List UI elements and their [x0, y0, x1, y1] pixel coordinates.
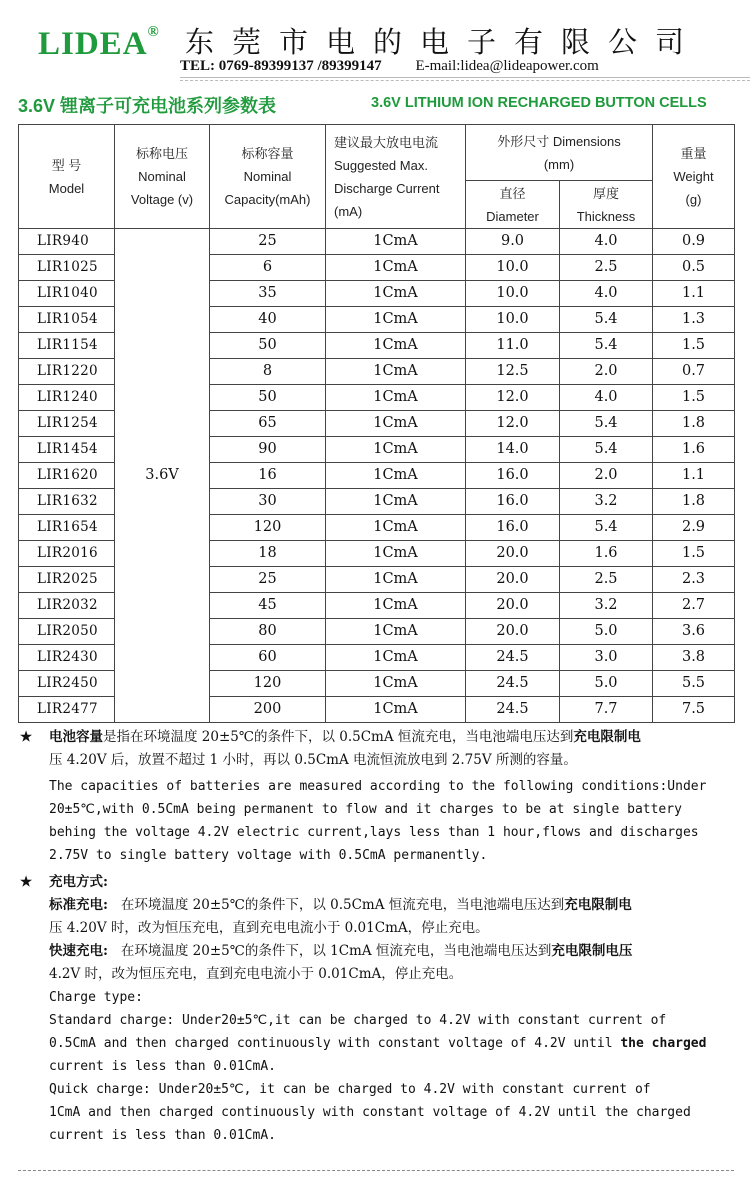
- header-text: Voltage (v): [130, 192, 194, 207]
- cell-thickness: 1.6: [560, 541, 653, 567]
- contact-line: [180, 58, 599, 75]
- cell-weight: 7.5: [653, 697, 735, 723]
- header-text: Model: [48, 180, 85, 196]
- header-text: Nominal: [138, 169, 186, 184]
- cell-diameter: 11.0: [466, 333, 560, 359]
- cell-capacity: 25: [210, 229, 326, 255]
- cell-thickness: 5.4: [560, 307, 653, 333]
- cell-diameter: 16.0: [466, 463, 560, 489]
- cell-current: 1CmA: [326, 333, 466, 359]
- cell-diameter: 10.0: [466, 307, 560, 333]
- note-text-bold: 充电限制电: [573, 729, 641, 745]
- star-icon: ★: [20, 874, 33, 890]
- note-text-en: current is less than 0.01CmA.: [49, 1059, 276, 1074]
- cell-weight: 1.8: [653, 489, 735, 515]
- cell-model: LIR2430: [19, 645, 115, 671]
- cell-model: LIR1620: [19, 463, 115, 489]
- header-text: Nominal: [243, 169, 292, 184]
- cell-capacity: 8: [210, 359, 326, 385]
- header-divider: [180, 77, 750, 78]
- cell-capacity: 6: [210, 255, 326, 281]
- cell-current: 1CmA: [326, 619, 466, 645]
- cell-current: 1CmA: [326, 489, 466, 515]
- cell-model: LIR1025: [19, 255, 115, 281]
- title-english: 3.6V LITHIUM ION RECHARGED BUTTON CELLS: [371, 95, 707, 111]
- cell-diameter: 10.0: [466, 281, 560, 307]
- cell-capacity: 18: [210, 541, 326, 567]
- cell-current: 1CmA: [326, 567, 466, 593]
- note-text-en: [20, 1032, 735, 1055]
- cell-weight: 2.3: [653, 567, 735, 593]
- cell-diameter: 20.0: [466, 567, 560, 593]
- cell-thickness: 2.0: [560, 359, 653, 385]
- header-text: Suggested Max.: [334, 157, 428, 173]
- cell-model: LIR2050: [19, 619, 115, 645]
- header-text: Discharge Current: [334, 180, 440, 196]
- cell-diameter: 10.0: [466, 255, 560, 281]
- note-text-bold: 充电限制电压: [551, 943, 633, 959]
- cell-weight: 1.5: [653, 541, 735, 567]
- cell-current: 1CmA: [326, 463, 466, 489]
- header-text: 重量: [680, 146, 707, 161]
- cell-thickness: 5.0: [560, 619, 653, 645]
- cell-capacity: 25: [210, 567, 326, 593]
- cell-current: 1CmA: [326, 671, 466, 697]
- cell-thickness: 4.0: [560, 229, 653, 255]
- cell-current: 1CmA: [326, 307, 466, 333]
- cell-model: LIR2016: [19, 541, 115, 567]
- note-text-en: current is less than 0.01CmA.: [49, 1128, 276, 1143]
- cell-current: 1CmA: [326, 437, 466, 463]
- cell-capacity: 16: [210, 463, 326, 489]
- cell-capacity: 50: [210, 385, 326, 411]
- cell-model: LIR1220: [19, 359, 115, 385]
- cell-current: 1CmA: [326, 359, 466, 385]
- cell-weight: 0.5: [653, 255, 735, 281]
- cell-thickness: 7.7: [560, 697, 653, 723]
- cell-model: LIR1240: [19, 385, 115, 411]
- note-text-en-bold: the charged: [620, 1036, 707, 1051]
- note-label: 标准充电:: [49, 897, 108, 913]
- company-logo: [38, 26, 160, 63]
- star-icon: ★: [20, 729, 33, 745]
- col-weight: [653, 125, 735, 229]
- cell-diameter: 20.0: [466, 593, 560, 619]
- spec-table: [18, 124, 735, 723]
- cell-voltage: 3.6V: [115, 229, 210, 723]
- cell-diameter: 20.0: [466, 541, 560, 567]
- col-voltage: [115, 125, 210, 229]
- note-text-en: 1CmA and then charged continuously with constant voltage of 4.2V until the charged: [49, 1105, 691, 1120]
- cell-model: LIR1632: [19, 489, 115, 515]
- registered-mark: ®: [147, 24, 160, 40]
- cell-weight: 5.5: [653, 671, 735, 697]
- cell-thickness: 3.2: [560, 489, 653, 515]
- cell-model: LIR2450: [19, 671, 115, 697]
- cell-model: LIR940: [19, 229, 115, 255]
- company-name: 东莞市电的电子有限公司: [185, 25, 703, 59]
- cell-capacity: 50: [210, 333, 326, 359]
- note-label: 快速充电:: [49, 943, 108, 959]
- cell-weight: 2.7: [653, 593, 735, 619]
- cell-capacity: 65: [210, 411, 326, 437]
- cell-thickness: 3.0: [560, 645, 653, 671]
- cell-current: 1CmA: [326, 697, 466, 723]
- cell-capacity: 90: [210, 437, 326, 463]
- cell-current: 1CmA: [326, 541, 466, 567]
- cell-capacity: 120: [210, 671, 326, 697]
- cell-capacity: 120: [210, 515, 326, 541]
- header-text: (mm): [543, 156, 575, 172]
- note-text-en-part: 0.5CmA and then charged continuously with constant voltage of 4.2V until: [49, 1036, 621, 1051]
- cell-thickness: 2.0: [560, 463, 653, 489]
- cell-weight: 1.6: [653, 437, 735, 463]
- cell-weight: 3.6: [653, 619, 735, 645]
- header-text: 厚度: [592, 185, 619, 201]
- cell-diameter: 16.0: [466, 515, 560, 541]
- header-text: 型 号: [51, 157, 82, 173]
- note-text: 是指在环境温度 20±5℃的条件下，以 0.5CmA 恒流充电，当电池端电压达到: [103, 729, 574, 745]
- cell-model: LIR2477: [19, 697, 115, 723]
- note-charge-title: [20, 871, 735, 894]
- cell-model: LIR1254: [19, 411, 115, 437]
- cell-current: 1CmA: [326, 229, 466, 255]
- notes-section: [20, 726, 735, 1147]
- note-text-en: Charge type:: [49, 990, 143, 1005]
- header-text: Capacity(mAh): [224, 192, 311, 207]
- cell-current: 1CmA: [326, 593, 466, 619]
- cell-weight: 0.7: [653, 359, 735, 385]
- cell-model: LIR1154: [19, 333, 115, 359]
- cell-diameter: 12.0: [466, 385, 560, 411]
- cell-model: LIR1054: [19, 307, 115, 333]
- col-capacity: [210, 125, 326, 229]
- cell-thickness: 5.4: [560, 437, 653, 463]
- note-label: 电池容量: [49, 729, 103, 745]
- cell-weight: 3.8: [653, 645, 735, 671]
- note-quick-charge: [20, 940, 735, 963]
- cell-thickness: 5.4: [560, 333, 653, 359]
- col-dimensions: [466, 125, 653, 181]
- cell-model: LIR1654: [19, 515, 115, 541]
- cell-thickness: 2.5: [560, 255, 653, 281]
- document-title: [18, 92, 750, 116]
- header-text: Thickness: [576, 208, 636, 224]
- cell-diameter: 12.5: [466, 359, 560, 385]
- cell-thickness: 5.4: [560, 515, 653, 541]
- col-model: [19, 125, 115, 229]
- cell-weight: 1.1: [653, 463, 735, 489]
- note-text-en: The capacities of batteries are measured according to the following conditions:Under: [49, 779, 707, 794]
- cell-capacity: 80: [210, 619, 326, 645]
- note-text-en: 2.75V to single battery voltage with 0.5CmA permanently.: [49, 848, 488, 863]
- cell-thickness: 4.0: [560, 385, 653, 411]
- header-text: 标称电压: [135, 146, 188, 161]
- note-text-en: Quick charge: Under20±5℃, it can be charged to 4.2V with constant current of: [49, 1082, 651, 1097]
- cell-model: LIR2025: [19, 567, 115, 593]
- note-text-en: behing the voltage 4.2V electric current,lays less than 1 hour,flows and discharges: [49, 825, 699, 840]
- spec-table-body: [19, 229, 735, 723]
- cell-model: LIR2032: [19, 593, 115, 619]
- cell-current: 1CmA: [326, 515, 466, 541]
- cell-current: 1CmA: [326, 281, 466, 307]
- email: E-mail:lidea@lideapower.com: [415, 58, 599, 74]
- cell-weight: 0.9: [653, 229, 735, 255]
- cell-capacity: 35: [210, 281, 326, 307]
- cell-model: LIR1040: [19, 281, 115, 307]
- cell-thickness: 5.0: [560, 671, 653, 697]
- header-text: 建议最大放电电流: [334, 134, 439, 150]
- note-text-en: Standard charge: Under20±5℃,it can be charged to 4.2V with constant current of: [49, 1013, 667, 1028]
- note-text-en: 20±5℃,with 0.5CmA being permanent to flow and it charges to be at single battery: [49, 802, 682, 817]
- note-label: 充电方式:: [49, 874, 108, 890]
- title-chinese: 3.6V 锂离子可充电池系列参数表: [18, 96, 277, 116]
- cell-diameter: 24.5: [466, 645, 560, 671]
- cell-diameter: 20.0: [466, 619, 560, 645]
- cell-diameter: 16.0: [466, 489, 560, 515]
- col-discharge: [326, 125, 466, 229]
- cell-current: 1CmA: [326, 645, 466, 671]
- note-text: 在环境温度 20±5℃的条件下，以 0.5CmA 恒流充电，当电池端电压达到: [120, 897, 565, 913]
- cell-weight: 1.1: [653, 281, 735, 307]
- cell-diameter: 24.5: [466, 697, 560, 723]
- header-text: Diameter: [486, 208, 539, 224]
- note-text-bold: 充电限制电: [564, 897, 632, 913]
- header-text: 外形尺寸 Dimensions: [497, 133, 621, 149]
- cell-weight: 2.9: [653, 515, 735, 541]
- note-standard-charge: [20, 894, 735, 917]
- cell-capacity: 60: [210, 645, 326, 671]
- cell-thickness: 4.0: [560, 281, 653, 307]
- header-text: (g): [685, 192, 702, 207]
- cell-model: LIR1454: [19, 437, 115, 463]
- cell-thickness: 3.2: [560, 593, 653, 619]
- telephone: TEL: 0769-89399137 /89399147: [180, 58, 382, 74]
- footer-divider: [18, 1170, 734, 1171]
- note-text: 4.2V 时，改为恒压充电，直到充电电流小于 0.01CmA，停止充电。: [49, 966, 463, 982]
- header-text: 直径: [499, 185, 526, 201]
- cell-diameter: 24.5: [466, 671, 560, 697]
- col-diameter: [466, 181, 560, 229]
- header-text: 标称容量: [241, 146, 294, 161]
- cell-weight: 1.5: [653, 385, 735, 411]
- cell-capacity: 30: [210, 489, 326, 515]
- cell-capacity: 40: [210, 307, 326, 333]
- logo-text: LIDEA: [38, 26, 148, 62]
- note-text: 在环境温度 20±5℃的条件下，以 1CmA 恒流充电，当电池端电压达到: [120, 943, 552, 959]
- cell-weight: 1.8: [653, 411, 735, 437]
- cell-current: 1CmA: [326, 255, 466, 281]
- note-text: 压 4.20V 时，改为恒压充电，直到充电电流小于 0.01CmA，停止充电。: [49, 920, 489, 936]
- cell-thickness: 5.4: [560, 411, 653, 437]
- note-text: 压 4.20V 后，放置不超过 1 小时，再以 0.5CmA 电流恒流放电到 2.75V 所测的容量。: [49, 752, 577, 768]
- header-text: (mA): [334, 203, 363, 219]
- cell-diameter: 14.0: [466, 437, 560, 463]
- cell-current: 1CmA: [326, 385, 466, 411]
- cell-diameter: 12.0: [466, 411, 560, 437]
- cell-weight: 1.5: [653, 333, 735, 359]
- cell-current: 1CmA: [326, 411, 466, 437]
- cell-thickness: 2.5: [560, 567, 653, 593]
- note-capacity: [20, 726, 735, 749]
- cell-capacity: 45: [210, 593, 326, 619]
- letterhead: [0, 0, 750, 82]
- col-thickness: [560, 181, 653, 229]
- header-text: Weight: [673, 169, 714, 184]
- cell-capacity: 200: [210, 697, 326, 723]
- table-row: [19, 229, 735, 255]
- header-divider-dashed: [180, 80, 750, 81]
- cell-weight: 1.3: [653, 307, 735, 333]
- cell-diameter: 9.0: [466, 229, 560, 255]
